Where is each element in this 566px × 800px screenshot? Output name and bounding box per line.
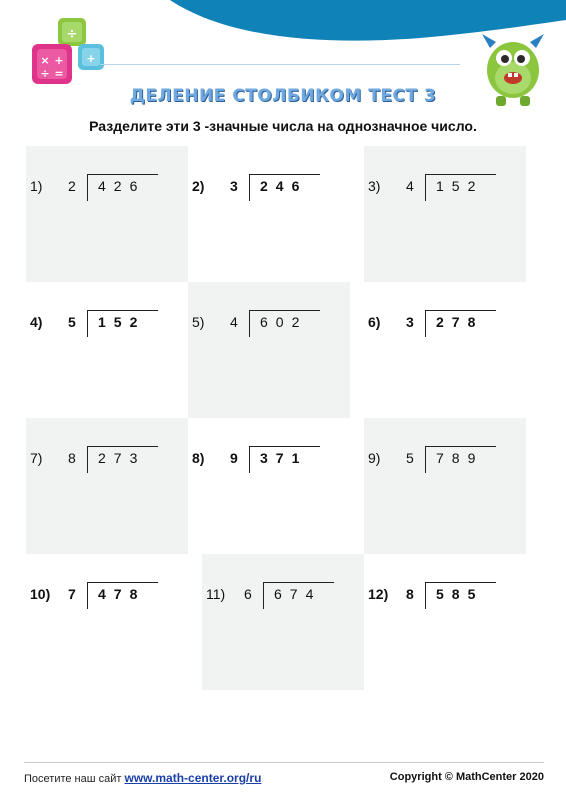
svg-text:÷: ÷ [66, 27, 78, 42]
header-divider [100, 64, 460, 65]
svg-text:÷: ÷ [40, 67, 50, 80]
dividend: 789 [436, 450, 484, 466]
svg-text:+: + [86, 52, 96, 65]
divisor: 5 [406, 450, 414, 466]
dividend: 674 [274, 586, 322, 602]
problem-cell [26, 418, 188, 554]
footer-divider [24, 762, 544, 763]
problem-number: 6) [368, 314, 381, 330]
problem-number: 5) [192, 314, 205, 330]
footer-visit-text: Посетите наш сайт [24, 773, 122, 785]
dividend: 602 [260, 314, 308, 330]
footer-visit [24, 771, 261, 785]
svg-text:=: = [54, 67, 64, 80]
dividend: 273 [98, 450, 146, 466]
instructions: Разделите эти 3 -значные числа на однозначное число. [89, 118, 477, 134]
problem-number: 1) [30, 178, 43, 194]
dividend: 478 [98, 586, 146, 602]
divisor: 4 [230, 314, 238, 330]
dividend: 371 [260, 450, 308, 466]
svg-text:×: × [40, 54, 50, 67]
divisor: 3 [406, 314, 414, 330]
problem-cell [26, 282, 188, 418]
problem-cell [188, 146, 350, 282]
dividend: 152 [436, 178, 484, 194]
problem-number: 12) [368, 586, 389, 602]
problem-number: 7) [30, 450, 43, 466]
divisor: 5 [68, 314, 76, 330]
dividend: 246 [260, 178, 308, 194]
divisor: 3 [230, 178, 238, 194]
problem-number: 8) [192, 450, 205, 466]
math-dice-icon [28, 14, 110, 94]
divisor: 8 [406, 586, 414, 602]
svg-text:+: + [54, 54, 64, 67]
problem-number: 9) [368, 450, 381, 466]
problem-number: 4) [30, 314, 43, 330]
problem-cell [188, 418, 350, 554]
problem-cell [364, 554, 526, 690]
problem-cell [26, 146, 188, 282]
divisor: 8 [68, 450, 76, 466]
divisor: 6 [244, 586, 252, 602]
problem-number: 11) [206, 586, 226, 602]
footer-site-link[interactable]: www.math-center.org/ru [124, 771, 262, 785]
problem-cell [188, 282, 350, 418]
problem-number: 2) [192, 178, 205, 194]
dividend: 585 [436, 586, 484, 602]
problem-cell [202, 554, 364, 690]
problem-cell [364, 418, 526, 554]
divisor: 4 [406, 178, 414, 194]
footer-copyright: Copyright © MathCenter 2020 [389, 771, 544, 783]
dividend: 426 [98, 178, 146, 194]
page-title: ДЕЛЕНИЕ СТОЛБИКОМ ТЕСТ 3 [129, 86, 437, 106]
problem-cell [364, 146, 526, 282]
dividend: 278 [436, 314, 484, 330]
dividend: 152 [98, 314, 146, 330]
divisor: 2 [68, 178, 76, 194]
problem-cell [364, 282, 526, 418]
problem-number: 3) [368, 178, 381, 194]
problem-cell [26, 554, 188, 690]
problem-number: 10) [30, 586, 51, 602]
divisor: 7 [68, 586, 76, 602]
divisor: 9 [230, 450, 238, 466]
